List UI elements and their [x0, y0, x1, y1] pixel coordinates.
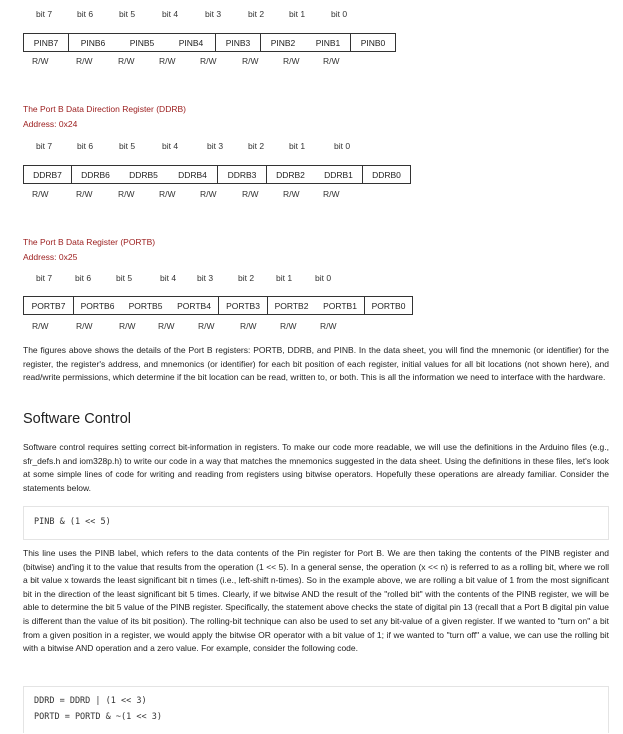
- pinb-rw: R/W: [118, 56, 135, 66]
- portb-cell: PORTB0: [365, 297, 413, 315]
- ddrb-rw: R/W: [242, 189, 259, 199]
- ddrb-cell: DDRB5: [120, 166, 168, 184]
- portb-rw: R/W: [198, 321, 215, 331]
- pinb-rw: R/W: [76, 56, 93, 66]
- ddrb-register-table: [23, 165, 411, 184]
- ddrb-cell: DDRB6: [72, 166, 120, 184]
- ddrb-bit-label: bit 0: [334, 141, 351, 151]
- ddrb-rw: R/W: [200, 189, 217, 199]
- ddrb-rw: R/W: [118, 189, 135, 199]
- portb-title: The Port B Data Register (PORTB): [23, 237, 156, 247]
- pinb-rw: R/W: [200, 56, 217, 66]
- pinb-bit-label: bit 3: [205, 9, 222, 19]
- pinb-cell: PINB4: [167, 34, 216, 52]
- portb-bit-label: bit 7: [36, 273, 53, 283]
- code-block-pinb: [23, 506, 609, 540]
- section-title: Software Control: [23, 411, 131, 427]
- ddrb-address: Address: 0x24: [23, 119, 78, 129]
- code-block-ddrd-portd: [23, 686, 609, 733]
- ddrb-cell: DDRB1: [315, 166, 363, 184]
- portb-cell: PORTB2: [268, 297, 316, 315]
- pinb-cell: PINB7: [24, 34, 69, 52]
- portb-bit-label: bit 6: [75, 273, 92, 283]
- portb-bit-label: bit 1: [276, 273, 293, 283]
- portb-rw: R/W: [158, 321, 175, 331]
- pinb-register-table: [23, 33, 396, 52]
- pinb-rw: R/W: [323, 56, 340, 66]
- pinb-cell: PINB6: [69, 34, 118, 52]
- portb-cell: PORTB6: [74, 297, 122, 315]
- ddrb-bit-label: bit 1: [289, 141, 306, 151]
- ddrb-rw: R/W: [76, 189, 93, 199]
- code-line: DDRD = DDRD | (1 << 3): [34, 696, 147, 706]
- portb-cell: PORTB5: [122, 297, 170, 315]
- portb-bit-label: bit 4: [160, 273, 177, 283]
- portb-rw: R/W: [119, 321, 136, 331]
- pinb-rw: R/W: [32, 56, 49, 66]
- pinb-bit-label: bit 5: [119, 9, 136, 19]
- ddrb-cell: DDRB4: [168, 166, 218, 184]
- ddrb-rw: R/W: [32, 189, 49, 199]
- ddrb-bit-label: bit 4: [162, 141, 179, 151]
- portb-cell: PORTB7: [24, 297, 74, 315]
- ddrb-rw: R/W: [283, 189, 300, 199]
- pinb-bit-label: bit 0: [331, 9, 348, 19]
- ddrb-cell: DDRB7: [24, 166, 72, 184]
- ddrb-bit-label: bit 3: [207, 141, 224, 151]
- ddrb-bit-label: bit 2: [248, 141, 265, 151]
- pinb-bit-label: bit 4: [162, 9, 179, 19]
- pinb-bit-label: bit 6: [77, 9, 94, 19]
- portb-address: Address: 0x25: [23, 252, 78, 262]
- pinb-rw: R/W: [283, 56, 300, 66]
- code-line: PINB & (1 << 5): [34, 517, 111, 527]
- portb-bit-label: bit 0: [315, 273, 332, 283]
- pinb-cell: PINB1: [306, 34, 351, 52]
- portb-cell: PORTB1: [316, 297, 365, 315]
- ddrb-cell: DDRB0: [363, 166, 411, 184]
- pinb-cell: PINB5: [118, 34, 167, 52]
- ddrb-bit-label: bit 7: [36, 141, 53, 151]
- pinb-cell: PINB2: [261, 34, 306, 52]
- pinb-rw: R/W: [242, 56, 259, 66]
- rolling-bit-paragraph: This line uses the PINB label, which refers to the data contents of the Pin register for Port B. We are then taking the contents of the PINB register and (bitwise) and'ing it to the value that results from the operation (1 << 5). In a general sense, the operation (x << n) is referred to as a rolling bit, where we roll a bit value x towards the least significant bit n times (i.e., left-shift n-times). So in the example above, we are rolling a bit value of 1 from the most significant bit in the direction of the least significant bit 5 times. Clearly, if we bitwise AND the result of the "rolled bit" with the contents of the PINB register, we will be able to determine the bit 5 value of the PINB register. Specifically, the statement above checks the state of digital pin 13 (recall that a Port B digital pin value is different than the value of its bit position). The rolling-bit technique can also be used to set any bit-value of a given register. If we wanted to "turn on" a bit from a given position in a register, we would apply the bitwise OR operator with a bit value of 1; if we wanted to "turn off" a value, we can use the rolling bit with a bitwise AND operation and a zero value. For example, consider the following code.: [23, 548, 609, 654]
- portb-rw: R/W: [76, 321, 93, 331]
- portb-rw: R/W: [240, 321, 257, 331]
- portb-cell: PORTB3: [219, 297, 268, 315]
- ddrb-bit-label: bit 5: [119, 141, 136, 151]
- code-line: PORTD = PORTD & ~(1 << 3): [34, 712, 162, 722]
- pinb-cell: PINB0: [351, 34, 396, 52]
- portb-bit-label: bit 3: [197, 273, 214, 283]
- ddrb-rw: R/W: [159, 189, 176, 199]
- ddrb-bit-label: bit 6: [77, 141, 94, 151]
- portb-bit-label: bit 5: [116, 273, 133, 283]
- portb-cell: PORTB4: [170, 297, 219, 315]
- portb-bit-label: bit 2: [238, 273, 255, 283]
- ddrb-cell: DDRB3: [218, 166, 267, 184]
- pinb-cell: PINB3: [216, 34, 261, 52]
- pinb-bit-label: bit 1: [289, 9, 306, 19]
- intro-paragraph: The figures above shows the details of the Port B registers: PORTB, DDRB, and PINB. In the data sheet, you will find the mnemonic (or identifier) for the register, the register's address, and mnemonics (or identifier) for each bit position of each register, initial values for all bit locations (not shown here), and read/write permissions, which determine if the bit location can be read, written to, or both. This is all the information we need to interface with the hardware.: [23, 345, 609, 383]
- portb-rw: R/W: [320, 321, 337, 331]
- pinb-rw: R/W: [159, 56, 176, 66]
- ddrb-rw: R/W: [323, 189, 340, 199]
- software-control-paragraph: Software control requires setting correct bit-information in registers. To make our code more readable, we will use the definitions in the Arduino files (e.g., sfr_defs.h and iom328p.h) to write our code in a way that matches the mnemonics suggested in the data sheet. Using the definitions in these files, let's look at some simple lines of code for writing and reading from registers using bitwise operators. Hopefully these operations are already familiar. Consider the statements below.: [23, 442, 609, 493]
- ddrb-title: The Port B Data Direction Register (DDRB): [23, 104, 186, 114]
- pinb-bit-label: bit 2: [248, 9, 265, 19]
- ddrb-cell: DDRB2: [267, 166, 315, 184]
- portb-rw: R/W: [32, 321, 49, 331]
- portb-register-table: [23, 296, 413, 315]
- pinb-bit-label: bit 7: [36, 9, 53, 19]
- portb-rw: R/W: [280, 321, 297, 331]
